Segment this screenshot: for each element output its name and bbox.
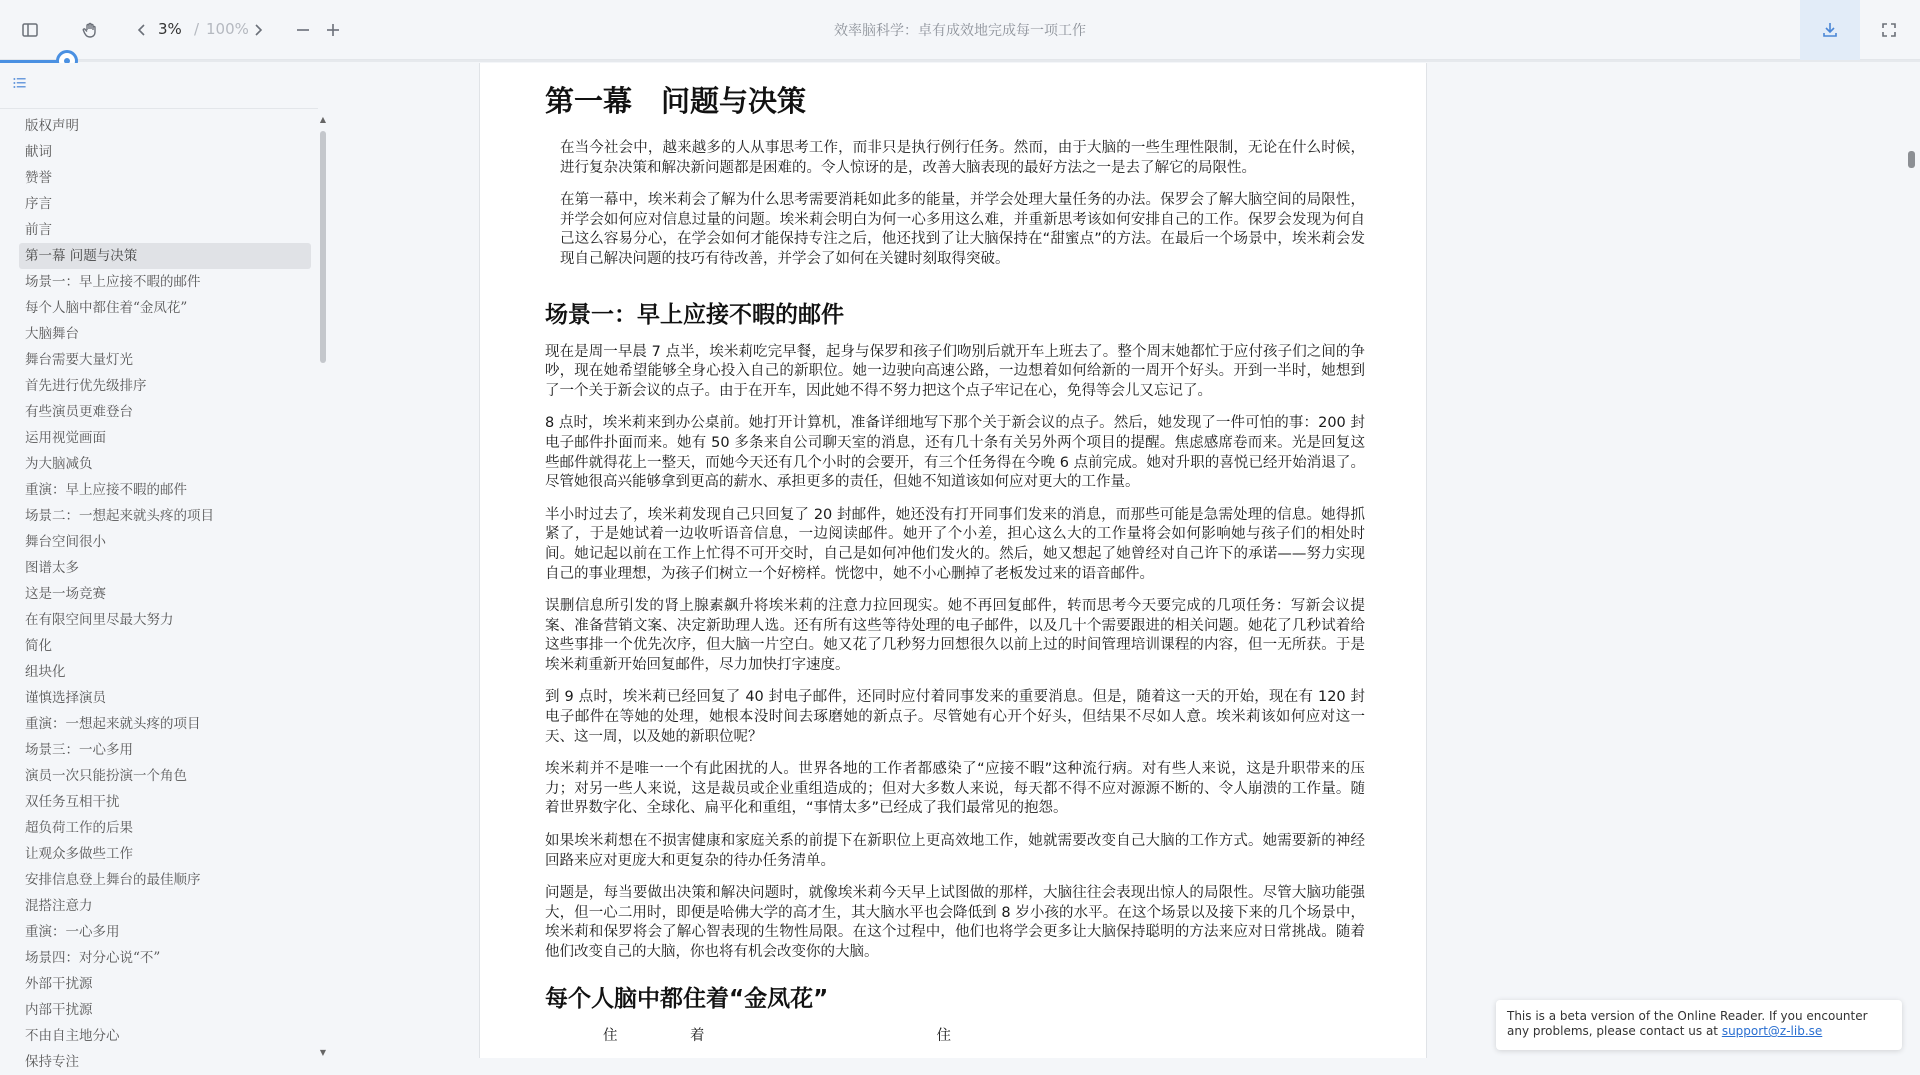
toc-item[interactable]: 谨慎选择演员 (25, 690, 106, 706)
toc-item[interactable]: 运用视觉画面 (25, 430, 106, 446)
toc-item[interactable]: 安排信息登上舞台的最佳顺序 (25, 872, 201, 888)
toc-item[interactable]: 内部干扰源 (25, 1002, 93, 1018)
intro-paragraph: 在当今社会中，越来越多的人从事思考工作，而非只是执行例行任务。然而，由于大脑的一些生理性限制，无论在什么时候，进行复杂决策和解决新问题都是困难的。令人惊讶的是，改善大脑表现的最好方法之一是去了解它的局限性。 (560, 140, 1365, 176)
chapter-heading: 第一幕 问题与决策 (545, 84, 807, 118)
sidebar-toggle-icon[interactable] (14, 14, 46, 46)
page-separator: / (194, 20, 200, 38)
intro-paragraph: 在第一幕中，埃米莉会了解为什么思考需要消耗如此多的能量，并学会处理大量任务的办法。保罗会了解大脑空间的局限性，并学会如何应对信息过量的问题。埃米莉会明白为何一心多用这么难，并重新思考该如何安排自己的工作。保罗会发现为何自己这么容易分心，在学会如何才能保持专注之后，他还找到了让大脑保持在“甜蜜点”的方法。在最后一个场景中，埃米莉会发现自己解决问题的技巧有待改善，并学会了如何在关键时刻取得突破。 (560, 192, 1365, 267)
body-paragraph: 半小时过去了，埃米莉发现自己只回复了 20 封邮件，她还没有打开同事们发来的消息，而那些可能是急需处理的信息。她得抓紧了，于是她试着一边收听语音信息，一边阅读邮件。她开了个小差，担心这么大的工作量将会如何影响她与孩子们的相处时间。她记起以前在工作上忙得不可开交时，自己是如何冲他们发火的。然后，她又想起了她曾经对自己许下的承诺——努力实现自己的事业理想，为孩子们树立一个好榜样。恍惚中，她不小心删掉了老板发过来的语音邮件。 (545, 506, 1365, 582)
toc-item[interactable]: 首先进行优先级排序 (25, 378, 147, 394)
section-heading: 场景一：早上应接不暇的邮件 (545, 301, 844, 328)
fullscreen-icon[interactable] (1873, 14, 1905, 46)
toc-item[interactable]: 献词 (25, 144, 52, 160)
toc-item[interactable]: 混搭注意力 (25, 898, 93, 914)
toc-divider (0, 108, 318, 109)
toc-item[interactable]: 每个人脑中都住着“金凤花” (25, 300, 188, 316)
page-scroll-thumb[interactable] (1908, 151, 1915, 168)
toc-item[interactable]: 让观众多做些工作 (25, 846, 133, 862)
body-paragraph: 8 点时，埃米莉来到办公桌前。她打开计算机，准备详细地写下那个关于新会议的点子。然后，她发现了一件可怕的事：200 封电子邮件扑面而来。她有 50 多条来自公司聊天室的消息，还有几十条有关另外两个项目的提醒。焦虑感席卷而来。光是回复这些邮件就得花上一整天，而她今天还有几个小时的会要开，有三个任务得在今晚 6 点前完成。她对升职的喜悦已经开始消退了。尽管她很高兴能够拿到更高的薪水、承担更多的责任，但她不知道该如何应对更大的工作量。 (545, 415, 1365, 491)
body-paragraph: 住 着 住 (545, 1027, 951, 1044)
download-icon (1821, 21, 1839, 39)
toc-item[interactable]: 舞台空间很小 (25, 534, 106, 550)
chapter-intro (545, 139, 1365, 270)
toc-item[interactable]: 场景四：对分心说“不” (25, 950, 161, 966)
toc-item[interactable]: 演员一次只能扮演一个角色 (25, 768, 187, 784)
toc-item[interactable]: 外部干扰源 (25, 976, 93, 992)
body-paragraph: 埃米莉并不是唯一一个有此困扰的人。世界各地的工作者都感染了“应接不暇”这种流行病。对有些人来说，这是升职带来的压力；对另一些人来说，这是裁员或企业重组造成的；但对大多数人来说，每天都不得不应对源源不断的、令人崩溃的工作量。随着世界数字化、全球化、扁平化和重组，“事情太多”已经成了我们最常见的抱怨。 (545, 761, 1365, 817)
page-current[interactable]: 3% (158, 20, 182, 38)
page-scrollbar[interactable] (1904, 63, 1920, 1058)
body-paragraph: 问题是，每当要做出决策和解决问题时，就像埃米莉今天早上试图做的那样，大脑往往会表现出惊人的局限性。尽管大脑功能强大，但一心二用时，即便是哈佛大学的高才生，其大脑水平也会降低到 8 岁小孩的水平。在这个场景以及接下来的几个场景中，埃米莉和保罗将会了解心智表现的生物性局限。在这个过程中，他们也将学会更多让大脑保持聪明的方法来应对日常挑战。随着他们改变自己的大脑，你也将有机会改变你的大脑。 (545, 885, 1365, 960)
toc-item[interactable]: 为大脑减负 (25, 456, 93, 472)
toc-item[interactable]: 重演：早上应接不暇的邮件 (25, 482, 187, 498)
body-paragraph: 如果埃米莉想在不损害健康和家庭关系的前提下在新职位上更高效地工作，她就需要改变自己大脑的工作方式。她需要新的神经回路来应对更庞大和更复杂的待办任务清单。 (545, 833, 1365, 869)
page-total: 100% (206, 20, 249, 38)
toc-item[interactable]: 保持专注 (25, 1054, 79, 1070)
reading-progress-slider[interactable] (0, 60, 1920, 62)
body-paragraph: 误删信息所引发的肾上腺素飙升将埃米莉的注意力拉回现实。她不再回复邮件，转而思考今天要完成的几项任务：写新会议提案、准备营销文案、决定新助理人选。还有所有这些等待处理的电子邮件，以及几十个需要跟进的相关问题。她花了几秒试着给这些事排一个优先次序，但大脑一片空白。她又花了几秒努力回想很久以前上过的时间管理培训课程的内容，但一无所获。于是埃米莉重新开始回复邮件，尽力加快打字速度。 (545, 598, 1365, 673)
toc-sidebar (0, 63, 318, 1070)
toc-item[interactable]: 简化 (25, 638, 52, 654)
support-email-link[interactable]: support@z-lib.se (1721, 1024, 1823, 1038)
toc-item[interactable]: 在有限空间里尽最大努力 (25, 612, 174, 628)
zoom-out-icon[interactable] (287, 14, 319, 46)
toc-item[interactable]: 舞台需要大量灯光 (25, 352, 133, 368)
beta-notice-text: This is a beta version of the Online Reader. If you encounter any problems, please contact us at (1507, 1009, 1868, 1038)
toc-item[interactable]: 重演：一想起来就头疼的项目 (25, 716, 201, 732)
toc-item[interactable]: 大脑舞台 (25, 326, 79, 342)
toc-item[interactable]: 版权声明 (25, 118, 79, 134)
toc-item[interactable]: 图谱太多 (25, 560, 79, 576)
toc-scroll-thumb[interactable] (320, 131, 326, 363)
toc-scrollbar[interactable] (318, 115, 328, 1058)
toc-item[interactable]: 超负荷工作的后果 (25, 820, 133, 836)
document-title: 效率脑科学：卓有成效地完成每一项工作 (834, 23, 1086, 39)
toolbar (0, 0, 1920, 60)
toc-item[interactable]: 赞誉 (25, 170, 52, 186)
page-content (545, 81, 1365, 1059)
toc-item[interactable]: 前言 (25, 222, 52, 238)
prev-page-icon[interactable] (126, 14, 158, 46)
body-paragraph: 现在是周一早晨 7 点半，埃米莉吃完早餐，起身与保罗和孩子们吻别后就开车上班去了。整个周末她都忙于应付孩子们之间的争吵，现在她希望能够全身心投入自己的新职位。她一边驶向高速公路，一边想着如何给新的一周开个好头。开到一半时，她想到了一个关于新会议的点子。由于在开车，因此她不得不努力把这个点子牢记在心，免得等会儿又忘记了。 (545, 343, 1365, 399)
toc-list-icon[interactable] (12, 75, 32, 95)
toc-item[interactable]: 第一幕 问题与决策 (19, 243, 311, 269)
toc-list (19, 113, 311, 1075)
beta-notice (1496, 1000, 1902, 1050)
next-page-icon[interactable] (242, 14, 274, 46)
toc-item[interactable]: 重演：一心多用 (25, 924, 120, 940)
toc-item[interactable]: 序言 (25, 196, 52, 212)
toc-item[interactable]: 场景一：早上应接不暇的邮件 (25, 274, 201, 290)
hand-tool-icon[interactable] (74, 14, 106, 46)
toc-item[interactable]: 组块化 (25, 664, 66, 680)
scroll-down-icon[interactable]: ▼ (319, 1048, 327, 1057)
scroll-up-icon[interactable]: ▲ (319, 115, 327, 124)
section-heading: 每个人脑中都住着“金凤花” (545, 985, 829, 1012)
zoom-in-icon[interactable] (317, 14, 349, 46)
toc-item[interactable]: 场景二：一想起来就头疼的项目 (25, 508, 214, 524)
toc-item[interactable]: 场景三：一心多用 (25, 742, 133, 758)
book-page (479, 63, 1427, 1058)
toc-item[interactable]: 不由自主地分心 (25, 1028, 120, 1044)
toc-item[interactable]: 双任务互相干扰 (25, 794, 120, 810)
download-button[interactable] (1800, 0, 1860, 60)
toc-item[interactable]: 有些演员更难登台 (25, 404, 133, 420)
body-paragraph: 到 9 点时，埃米莉已经回复了 40 封电子邮件，还同时应付着同事发来的重要消息。但是，随着这一天的开始，现在有 120 封电子邮件在等她的处理，她根本没时间去琢磨她的新点子。尽管她有心开个好头，但结果不尽如人意。埃米莉该如何应对这一天、这一周，以及她的新职位呢？ (545, 689, 1365, 745)
toc-item[interactable]: 这是一场竞赛 (25, 586, 106, 602)
